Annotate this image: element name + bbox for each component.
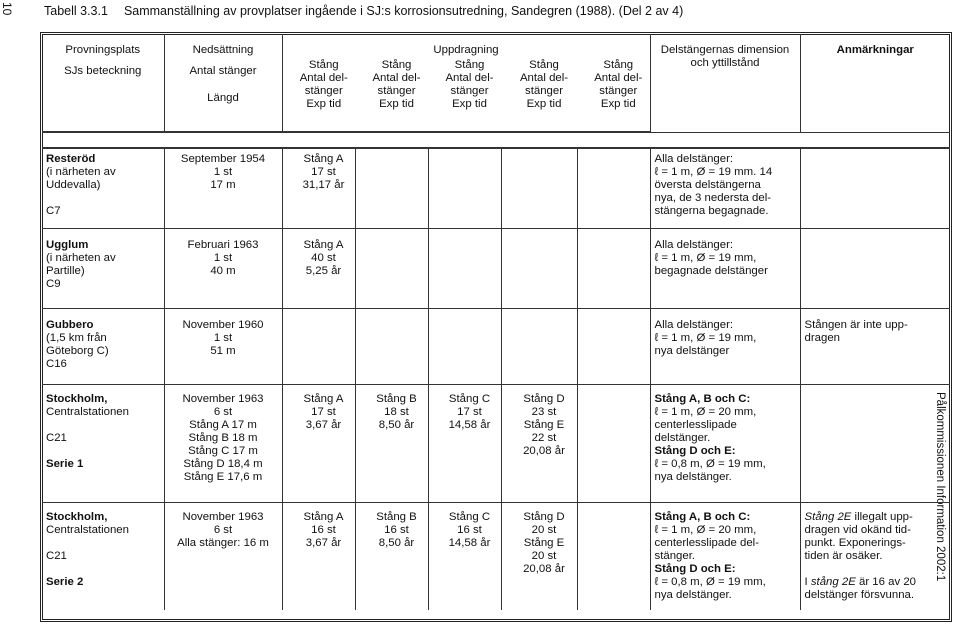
stang-cell [355,148,428,228]
remark-cell [800,384,950,502]
dimension-cell: Alla delstänger: ℓ = 1 m, Ø = 19 mm, nya delstänger [650,308,800,384]
table-row [42,228,950,308]
stang-cell: Stång D 20 st Stång E 20 st 20,08 år [501,502,577,610]
header-stang-4: Stång Antal del- stänger Exp tid [501,57,577,132]
dim-heading: Stång A, B och C: [654,510,751,523]
header-uppdragning: Uppdragning [282,34,650,57]
nedsattning-cell: November 1963 6 st Stång A 17 m Stång B 18 m Stång C 17 m Stång D 18,4 m Stång E 17,6 m [164,384,282,502]
place-cell [42,502,164,610]
place-cell [42,148,164,228]
dim-text: ℓ = 1 m, Ø = 20 mm, centerlesslipade delstänger. [654,405,757,444]
stang-cell [428,308,501,384]
nedsattning-cell: November 1963 6 st Alla stänger: 16 m [164,502,282,610]
stang-cell [428,228,501,308]
place-cell [42,308,164,384]
stang-cell: Stång C 16 st 14,58 år [428,502,501,610]
stang-cell [577,502,650,610]
place-name: Ugglum [46,238,89,251]
remark-italic: Stång 2E [804,510,852,523]
remark-cell [800,228,950,308]
place-name: Gubbero [46,318,94,331]
header-langd: Längd [207,92,239,104]
dim-heading: Stång D och E: [654,562,736,575]
dim-heading: Stång A, B och C: [654,392,751,405]
stang-cell [428,148,501,228]
stang-cell [355,308,428,384]
header-sjs-beteckning: SJs beteckning [42,57,164,132]
test-site-table [42,34,950,610]
remark-text: är 16 av 20 delstänger försvunna. [804,575,916,601]
table-row [42,148,950,228]
place-detail: (i närheten av Uddevalla) C7 [46,166,116,217]
stang-cell: Stång A 40 st 5,25 år [282,228,355,308]
table-row [42,384,950,502]
stang-cell [577,384,650,502]
place-detail: (i närheten av Partille) C9 [46,251,116,290]
dim-text: ℓ = 1 m, Ø = 20 mm, centerlesslipade del- stänger. [654,523,759,562]
table-row [42,502,950,610]
place-detail: Centralstationen C21 [46,523,129,562]
nedsattning-cell: November 1960 1 st 51 m [164,308,282,384]
table-number: Tabell 3.3.1 [44,4,108,18]
serie-label: Serie 2 [46,575,84,588]
remark-text: illegalt upp- dragen vid okänd tid- punkt. Exponerings- tiden är osäker. I [804,510,913,588]
stang-cell: Stång A 17 st 31,17 år [282,148,355,228]
header-stang-5: Stång Antal del- stänger Exp tid [577,57,650,132]
place-detail: Centralstationen C21 [46,405,129,444]
stang-cell: Stång B 18 st 8,50 år [355,384,428,502]
remark-cell [800,148,950,228]
header-delstangernas: Delstängernas dimension och yttillstånd [650,34,800,132]
stang-cell [282,308,355,384]
page-number: 10 [0,2,14,16]
remark-cell [800,502,950,610]
stang-cell [501,228,577,308]
dim-text: ℓ = 0,8 m, Ø = 19 mm, nya delstänger. [654,575,766,601]
dimension-cell: Alla delstänger: ℓ = 1 m, Ø = 19 mm. 14 översta delstängerna nya, de 3 nedersta del- stängerna begagnade. [650,148,800,228]
place-cell [42,384,164,502]
header-stang-3: Stång Antal del- stänger Exp tid [428,57,501,132]
table-row [42,308,950,384]
place-detail: (1,5 km från Göteborg C) C16 [46,331,109,370]
stang-cell: Stång A 16 st 3,67 år [282,502,355,610]
table-title: Sammanställning av provplatser ingående i SJ:s korrosionsutredning, Sandegren (1988). (Del 2 av 4) [123,4,684,18]
dim-text: ℓ = 0,8 m, Ø = 19 mm, nya delstänger. [654,457,766,483]
place-name: Resteröd [46,153,96,165]
serie-label: Serie 1 [46,457,84,470]
header-stang-1: Stång Antal del- stänger Exp tid [282,57,355,132]
header-nedsattning: Nedsättning [164,34,282,57]
stang-cell [577,228,650,308]
stang-cell [501,308,577,384]
place-cell [42,228,164,308]
dim-heading: Stång D och E: [654,444,736,457]
place-name: Stockholm, [46,392,108,405]
stang-cell: Stång C 17 st 14,58 år [428,384,501,502]
stang-cell [501,148,577,228]
remark-italic: stång 2E [810,575,856,588]
header-antal-langd [164,57,282,132]
stang-cell [577,308,650,384]
stang-cell [355,228,428,308]
nedsattning-cell: September 1954 1 st 17 m [164,148,282,228]
header-anmarkningar: Anmärkningar [800,34,950,132]
header-provningsplats: Provningsplats [65,44,141,56]
place-name: Stockholm, [46,510,108,523]
header-stang-2: Stång Antal del- stänger Exp tid [355,57,428,132]
publication-sidebar: Pålkommissionen Information 2002:1 [934,392,946,582]
dimension-cell [650,384,800,502]
stang-cell: Stång D 23 st Stång E 22 st 20,08 år [501,384,577,502]
stang-cell: Stång B 16 st 8,50 år [355,502,428,610]
dimension-cell: Alla delstänger: ℓ = 1 m, Ø = 19 mm, begagnade delstänger [650,228,800,308]
dimension-cell [650,502,800,610]
table-caption [44,4,683,18]
remark-cell: Stången är inte upp- dragen [800,308,950,384]
header-antal-stanger: Antal stänger [189,65,257,77]
stang-cell: Stång A 17 st 3,67 år [282,384,355,502]
stang-cell [577,148,650,228]
nedsattning-cell: Februari 1963 1 st 40 m [164,228,282,308]
